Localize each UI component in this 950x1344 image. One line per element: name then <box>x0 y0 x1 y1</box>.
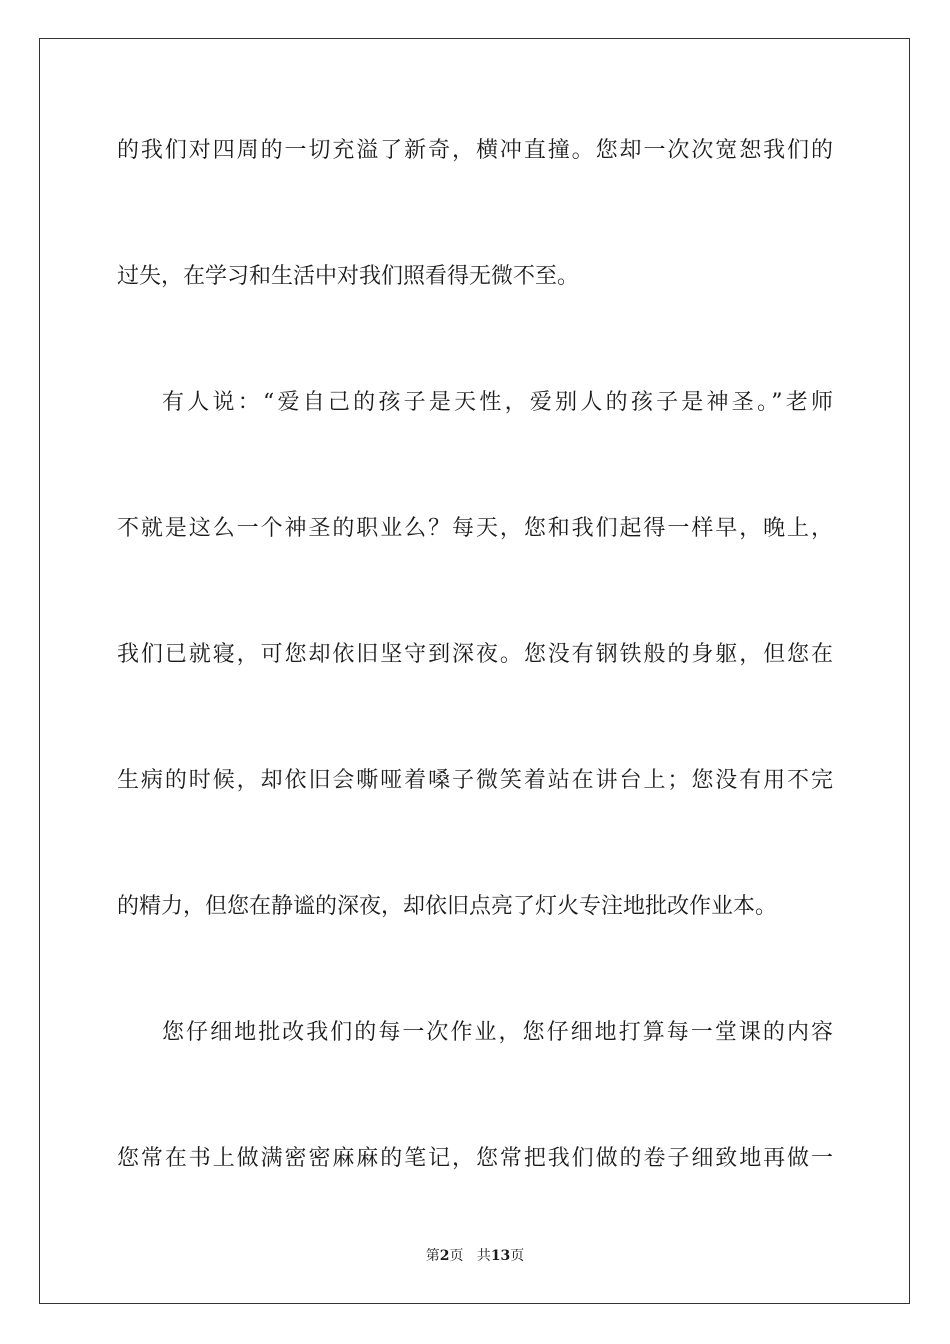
body-line-5: 我们已就寝，可您却依旧坚守到深夜。您没有钢铁般的身躯，但您在 <box>117 642 833 667</box>
body-line-8: 您仔细地批改我们的每一次作业，您仔细地打算每一堂课的内容 <box>162 1020 833 1045</box>
page-prefix: 第 <box>425 1248 440 1264</box>
body-line-4: 不就是这么一个神圣的职业么？每天，您和我们起得一样早，晚上， <box>117 516 833 541</box>
body-line-6: 生病的时候，却依旧会嘶哑着嗓子微笑着站在讲台上；您没有用不完 <box>117 768 833 793</box>
total-suffix: 页 <box>510 1248 525 1264</box>
body-line-2: 过失，在学习和生活中对我们照看得无微不至。 <box>117 264 580 289</box>
total-prefix: 共 <box>476 1248 491 1264</box>
total-pages: 13 <box>490 1248 511 1264</box>
body-line-1: 的我们对四周的一切充溢了新奇，横冲直撞。您却一次次宽恕我们的 <box>117 138 833 163</box>
body-line-3: 有人说：“爱自己的孩子是天性，爱别人的孩子是神圣。”老师 <box>162 390 833 415</box>
body-line-7: 的精力，但您在静谧的深夜，却依旧点亮了灯火专注地批改作业本。 <box>117 894 778 919</box>
page-footer <box>0 1246 950 1266</box>
body-line-9: 您常在书上做满密密麻麻的笔记，您常把我们做的卷子细致地再做一 <box>117 1146 833 1171</box>
page-suffix: 页 <box>449 1248 464 1264</box>
page-number: 2 <box>439 1248 450 1264</box>
